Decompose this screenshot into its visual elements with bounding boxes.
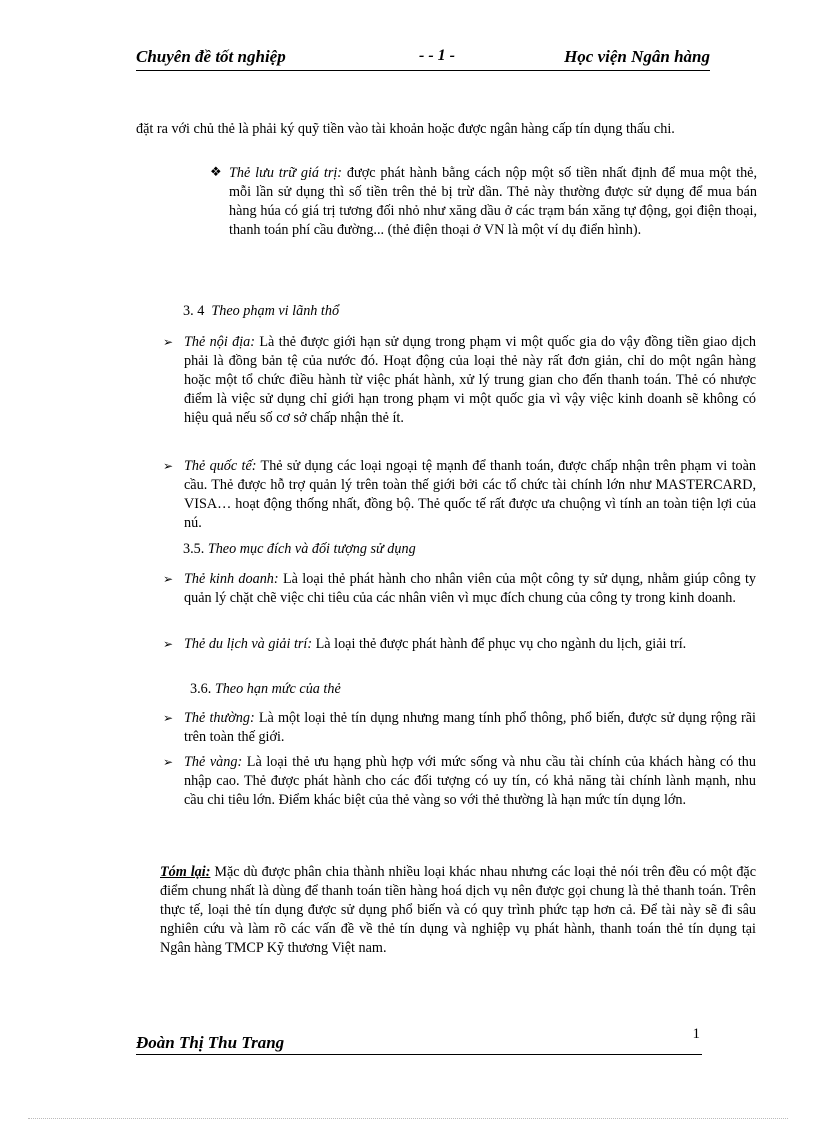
summary-term: Tóm lại: — [160, 864, 211, 880]
travel-term: Thẻ du lịch và giải trí: — [184, 636, 313, 652]
section-3-4-number: 3. 4 — [183, 303, 205, 319]
page-footer — [136, 1026, 702, 1055]
standard-text: Là một loại thẻ tín dụng nhưng mang tính phổ thông, phổ biến, được sử dụng rộng rãi trên toàn thế giới. — [184, 710, 756, 745]
section-3-4-heading — [183, 303, 339, 320]
section-3-5-heading — [183, 541, 416, 558]
header-page-marker: - - 1 - — [419, 47, 455, 64]
standard-term: Thẻ thường: — [184, 710, 255, 726]
arrow-bullet-icon: ➢ — [163, 459, 174, 473]
section-3-6-title: Theo hạn mức của thẻ — [214, 681, 341, 697]
footer-page-number: 1 — [692, 1026, 700, 1042]
header-institution: Học viện Ngân hàng — [564, 47, 710, 66]
diamond-bullet-icon: ❖ — [210, 164, 222, 179]
arrow-bullet-icon: ➢ — [163, 755, 174, 769]
section-3-4-title: Theo phạm vi lãnh thổ — [211, 303, 340, 319]
header-title: Chuyên đề tốt nghiệp — [136, 47, 286, 66]
summary-paragraph — [160, 863, 756, 958]
page-bottom-dotted-line — [28, 1118, 788, 1119]
gold-term: Thẻ vàng: — [184, 754, 243, 770]
business-text: Là loại thẻ phát hành cho nhân viên của một công ty sử dụng, nhằm giúp công ty quản lý chặt chẽ việc chi tiêu của các nhân viên vì mục đích chung của công ty trong kinh doanh. — [184, 571, 756, 606]
stored-value-text: được phát hành bằng cách nộp một số tiền nhất định để mua một thẻ, mỗi lần sử dụng thì số tiền trên thẻ bị trừ dần. Thẻ này thường được sử dụng để mua bán hàng húa có giá trị tương đối nhỏ như xăng dầu ở các trạm bán xăng tự động, gọi điện thoại, thanh toán phí cầu đường... (thẻ điện thoại ở VN là một ví dụ điển hình). — [229, 165, 758, 238]
arrow-bullet-icon: ➢ — [163, 637, 174, 651]
arrow-bullet-icon: ➢ — [163, 572, 174, 586]
business-term: Thẻ kinh doanh: — [184, 571, 279, 587]
stored-value-card-paragraph — [229, 164, 757, 240]
summary-text: Mặc dù được phân chia thành nhiều loại khác nhau nhưng các loại thẻ nói trên đều có một đặc điểm chung nhất là dùng để thanh toán tiền hàng hoá dịch vụ nên được gọi chung là thẻ thanh toán. Trên thực tế, loại thẻ tín dụng được sử dụng phổ biến và có quy trình phức tạp hơn cả. Để tài này sẽ đi sâu nghiên cứu và làm rõ các vấn đề về thẻ tín dụng và nghiệp vụ phát hành, thanh toán thẻ tín dụng tại Ngân hàng TMCP Kỹ thương Việt nam. — [160, 864, 757, 956]
arrow-bullet-icon: ➢ — [163, 335, 174, 349]
travel-text: Là loại thẻ được phát hành để phục vụ cho ngành du lịch, giải trí. — [312, 636, 687, 652]
standard-card-paragraph — [184, 709, 756, 747]
international-card-paragraph — [184, 457, 756, 533]
domestic-term: Thẻ nội địa: — [184, 334, 255, 350]
gold-card-paragraph — [184, 753, 756, 810]
arrow-bullet-icon: ➢ — [163, 711, 174, 725]
intro-paragraph: đặt ra với chủ thẻ là phải ký quỹ tiền vào tài khoản hoặc được ngân hàng cấp tín dụng thấu chi. — [136, 121, 675, 137]
domestic-text: Là thẻ được giới hạn sử dụng trong phạm vi một quốc gia do vậy đồng tiền giao dịch phải là đồng bản tệ của nước đó. Hoạt động của loại thẻ này rất đơn giản, chỉ do một ngân hàng hoặc một tổ chức điều hành từ việc phát hành, xử lý trung gian cho đến thanh toán. Thẻ có nhược điểm là việc sử dụng chỉ giới hạn trong phạm vi một quốc gia vì vậy việc kinh doanh sẽ không có hiệu quả nếu số cơ sở chấp nhận thẻ ít. — [184, 334, 757, 426]
section-3-6-heading — [190, 681, 341, 698]
gold-text: Là loại thẻ ưu hạng phù hợp với mức sống và nhu cầu tài chính của khách hàng có thu nhập cao. Thẻ được phát hành cho các đối tượng có uy tín, có khả năng tài chính lành mạnh, nhu cầu chi tiêu lớn. Điểm khác biệt của thẻ vàng so với thẻ thường là hạn mức tín dụng lớn. — [184, 754, 756, 808]
section-3-5-title: Theo mục đích và đối tượng sử dụng — [207, 541, 416, 557]
section-3-5-number: 3.5. — [183, 541, 205, 557]
stored-value-term: Thẻ lưu trữ giá trị: — [229, 165, 343, 181]
business-card-paragraph — [184, 570, 756, 608]
travel-card-paragraph — [184, 635, 756, 654]
international-text: Thẻ sử dụng các loại ngoại tệ mạnh để thanh toán, được chấp nhận trên phạm vi toàn cầu. Thẻ được hỗ trợ quản lý trên toàn thế giới bởi các tổ chức tài chính lớn như MASTERCARD, VISA… hoạt động thống nhất, đồng bộ. Thẻ quốc tế rất được ưa chuộng vì tính an toàn tiện lợi của nú. — [184, 458, 757, 531]
domestic-card-paragraph — [184, 333, 756, 428]
international-term: Thẻ quốc tế: — [184, 458, 257, 474]
footer-author: Đoàn Thị Thu Trang — [136, 1033, 285, 1052]
section-3-6-number: 3.6. — [190, 681, 212, 697]
page-header — [136, 46, 710, 71]
